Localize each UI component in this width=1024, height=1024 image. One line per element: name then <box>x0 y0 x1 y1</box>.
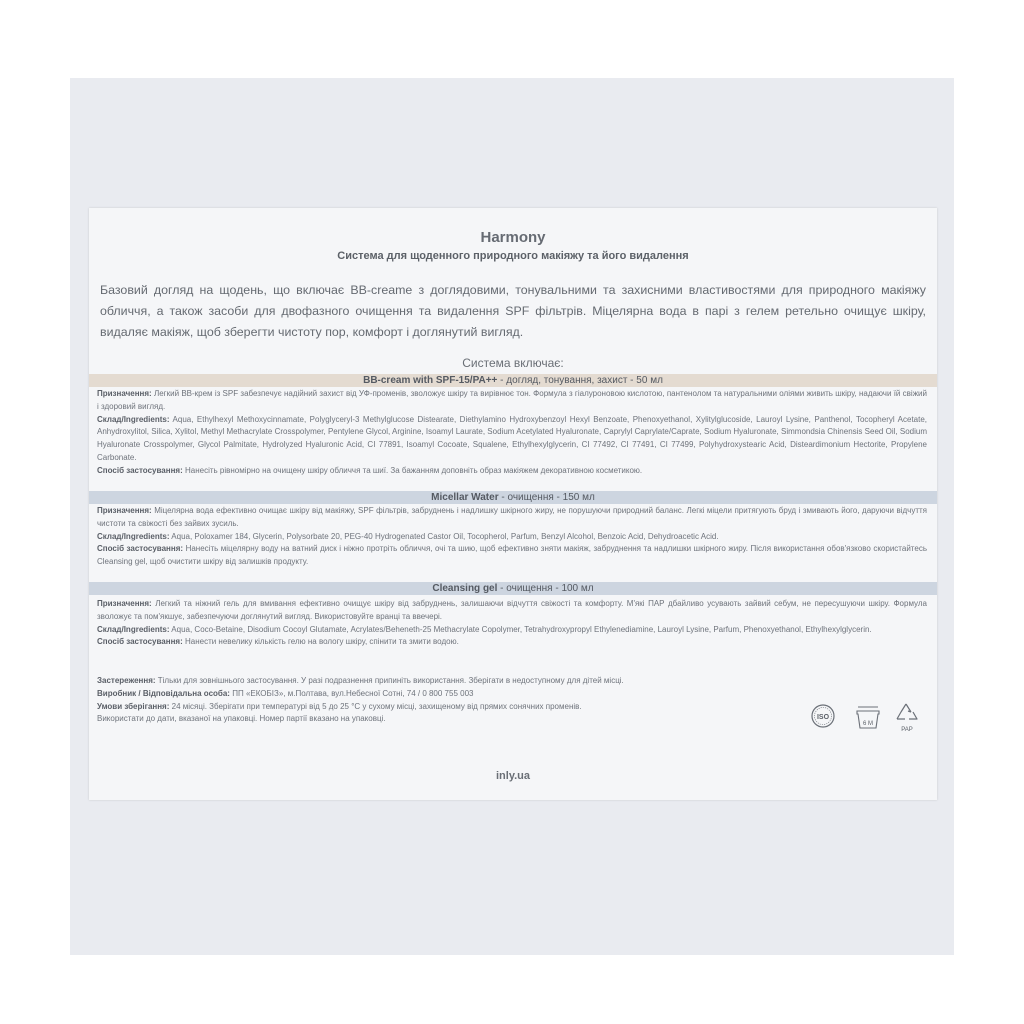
packaging-symbols <box>811 698 931 734</box>
purpose-label: Призначення: <box>97 599 152 608</box>
product-desc: - очищення - 100 мл <box>497 583 594 594</box>
ingredients-label: Склад/Ingredients: <box>97 624 170 634</box>
product-section-bb-cream <box>97 388 927 478</box>
pao-label: 6 M <box>862 721 874 727</box>
purpose-text: Легкий та ніжний гель для вмивання ефективно очищує шкіру від забруднень, залишаючи відчуття свіжості та комфорту. М'які ПАР дбайливо усувають зайвий себум, не пересушуючи шкіру. Формула зволожує та пом'якшує, забезпечуючи доглянутий вигляд. Використовуйте вранці та ввечері. <box>97 599 927 621</box>
product-desc: - очищення - 150 мл <box>498 492 595 503</box>
usage-text: Нанесіть рівномірно на очищену шкіру обличчя та шиї. За бажанням доповніть образ макіяжем декоративною косметикою. <box>184 465 643 475</box>
iso-label: ISO <box>816 714 830 721</box>
pao-jar-icon <box>857 707 879 728</box>
ingredients-label: Склад/Ingredients: <box>97 531 170 541</box>
product-name: Cleansing gel <box>432 583 498 594</box>
iso-icon <box>812 705 834 727</box>
purpose-label: Призначення: <box>97 389 152 398</box>
product-desc: - догляд, тонування, захист - 50 мл <box>497 375 663 386</box>
usage-text: Нанести невелику кількість гелю на вологу шкіру, спінити та змити водою. <box>184 637 459 647</box>
product-section-micellar-water <box>97 505 927 569</box>
usage-text: Нанесіть міцелярну воду на ватний диск і ніжно протріть обличчя, очі та шию, щоб ефективно зняти макіяж, забруднення та надлишки шкірного жиру. Після використання обов'язково скористайтесь Cleansing gel, щоб очистити шкіру від залишків продукту. <box>97 544 927 567</box>
recycle-icon <box>897 704 917 733</box>
system-includes-label: Система включає: <box>462 356 564 370</box>
expiry-text: Використати до дати, вказаної на упаковці. Номер партії вказано на упаковці. <box>97 714 386 724</box>
maker-label: Виробник / Відповідальна особа: <box>97 688 230 698</box>
caution-label: Застереження: <box>97 676 156 685</box>
purpose-text: Легкий ВВ-крем із SPF забезпечує надійний захист від УФ-променів, зволожує шкіру та вирівнює тон. Формула з гіалуроновою кислотою, пантенолом та натуральними оліями живить шкіру, надаючи їй свіжий і здоровий вигляд. <box>97 389 927 411</box>
pap-label: PAP <box>901 727 913 733</box>
usage-label: Спосіб застосування: <box>97 637 183 647</box>
ingredients-text: Aqua, Poloxamer 184, Glycerin, Polysorbate 20, PEG-40 Hydrogenated Castor Oil, Tocopherol, Parfum, Benzyl Alcohol, Benzoic Acid, Dehydroacetic Acid. <box>171 531 719 541</box>
purpose-label: Призначення: <box>97 506 152 515</box>
product-header-bb-cream <box>89 374 937 387</box>
storage-text: 24 місяці. Зберігати при температурі від 5 до 25 °С у сухому місці, захищеному від прямих сонячних променів. <box>171 701 582 711</box>
product-header-micellar-water <box>89 491 937 504</box>
product-label-card <box>89 208 937 800</box>
product-section-cleansing-gel <box>97 598 927 649</box>
product-subtitle: Система для щоденного природного макіяжу та його видалення <box>337 250 689 262</box>
product-name: BB-cream with SPF-15/PA++ <box>363 375 498 386</box>
product-header-cleansing-gel <box>89 582 937 595</box>
storage-label: Умови зберігання: <box>97 701 170 711</box>
product-title: Harmony <box>480 229 546 246</box>
usage-label: Спосіб застосування: <box>97 465 183 475</box>
ingredients-label: Склад/Ingredients: <box>97 414 170 424</box>
website-url: inly.ua <box>495 770 531 782</box>
warnings-block <box>97 675 727 726</box>
caution-text: Тільки для зовнішнього застосування. У разі подразнення припиніть використання. Зберігати в недоступному для дітей місці. <box>157 676 624 685</box>
ingredients-text: Aqua, Coco-Betaine, Disodium Cocoyl Glutamate, Acrylates/Beheneth-25 Methacrylate Copolymer, Tetrahydroxypropyl Ethylenediamine, Lauroyl Lysine, Parfum, Phenoxyethanol, Ethylhexylglycerin. <box>171 624 872 634</box>
usage-label: Спосіб застосування: <box>97 544 184 554</box>
product-name: Micellar Water <box>431 492 499 503</box>
purpose-text: Міцелярна вода ефективно очищає шкіру від макіяжу, SPF фільтрів, забруднень і надлишку шкірного жиру, не порушуючи природний баланс. Легкі міцели притягують бруд і змивають його, даруючи відчуття чистоти та свіжості без зайвих зусиль. <box>97 506 927 528</box>
intro-paragraph: Базовий догляд на щодень, що включає ВВ-creame з доглядовими, тонувальними та захисними властивостями для природного макіяжу обличчя, а також засоби для двофазного очищення та видалення SPF фільтрів. Міцелярна вода в парі з гелем ретельно очищує шкіру, видаляє макіяж, щоб зберегти чистоту пор, комфорт і доглянутий вигляд. <box>100 283 926 339</box>
maker-text: ПП «ЕКОБІЗ», м.Полтава, вул.Небесної Сотні, 74 / 0 800 755 003 <box>232 688 474 698</box>
ingredients-text: Aqua, Ethylhexyl Methoxycinnamate, Polyglyceryl-3 Methylglucose Distearate, Diethylamino Hydroxybenzoyl Hexyl Benzoate, Phenoxyethanol, Xylitylglucoside, Lauroyl Lysine, Panthenol, Tocopheryl Acetate, Anhydroxylitol, Silica, Xylitol, Methyl Methacrylate Crosspolymer, Pentylene Glycol, Arginine, Isoamyl Laurate, Sodium Acetylated Hyaluronate, Caprylyl Caprylate/Caprate, Sodium Hyaluronate, Simmondsia Chinensis Seed Oil, Sodium Hyaluronate Crosspolymer, Glycol Palmitate, Hydrolyzed Hyaluronic Acid, CI 77891, Isoamyl Cocoate, Squalene, Ethylhexylglycerin, CI 77492, CI 77491, CI 77499, Polyhydroxystearic Acid, Disteardimonium Hectorite, Propylene Carbonate. <box>97 414 928 462</box>
